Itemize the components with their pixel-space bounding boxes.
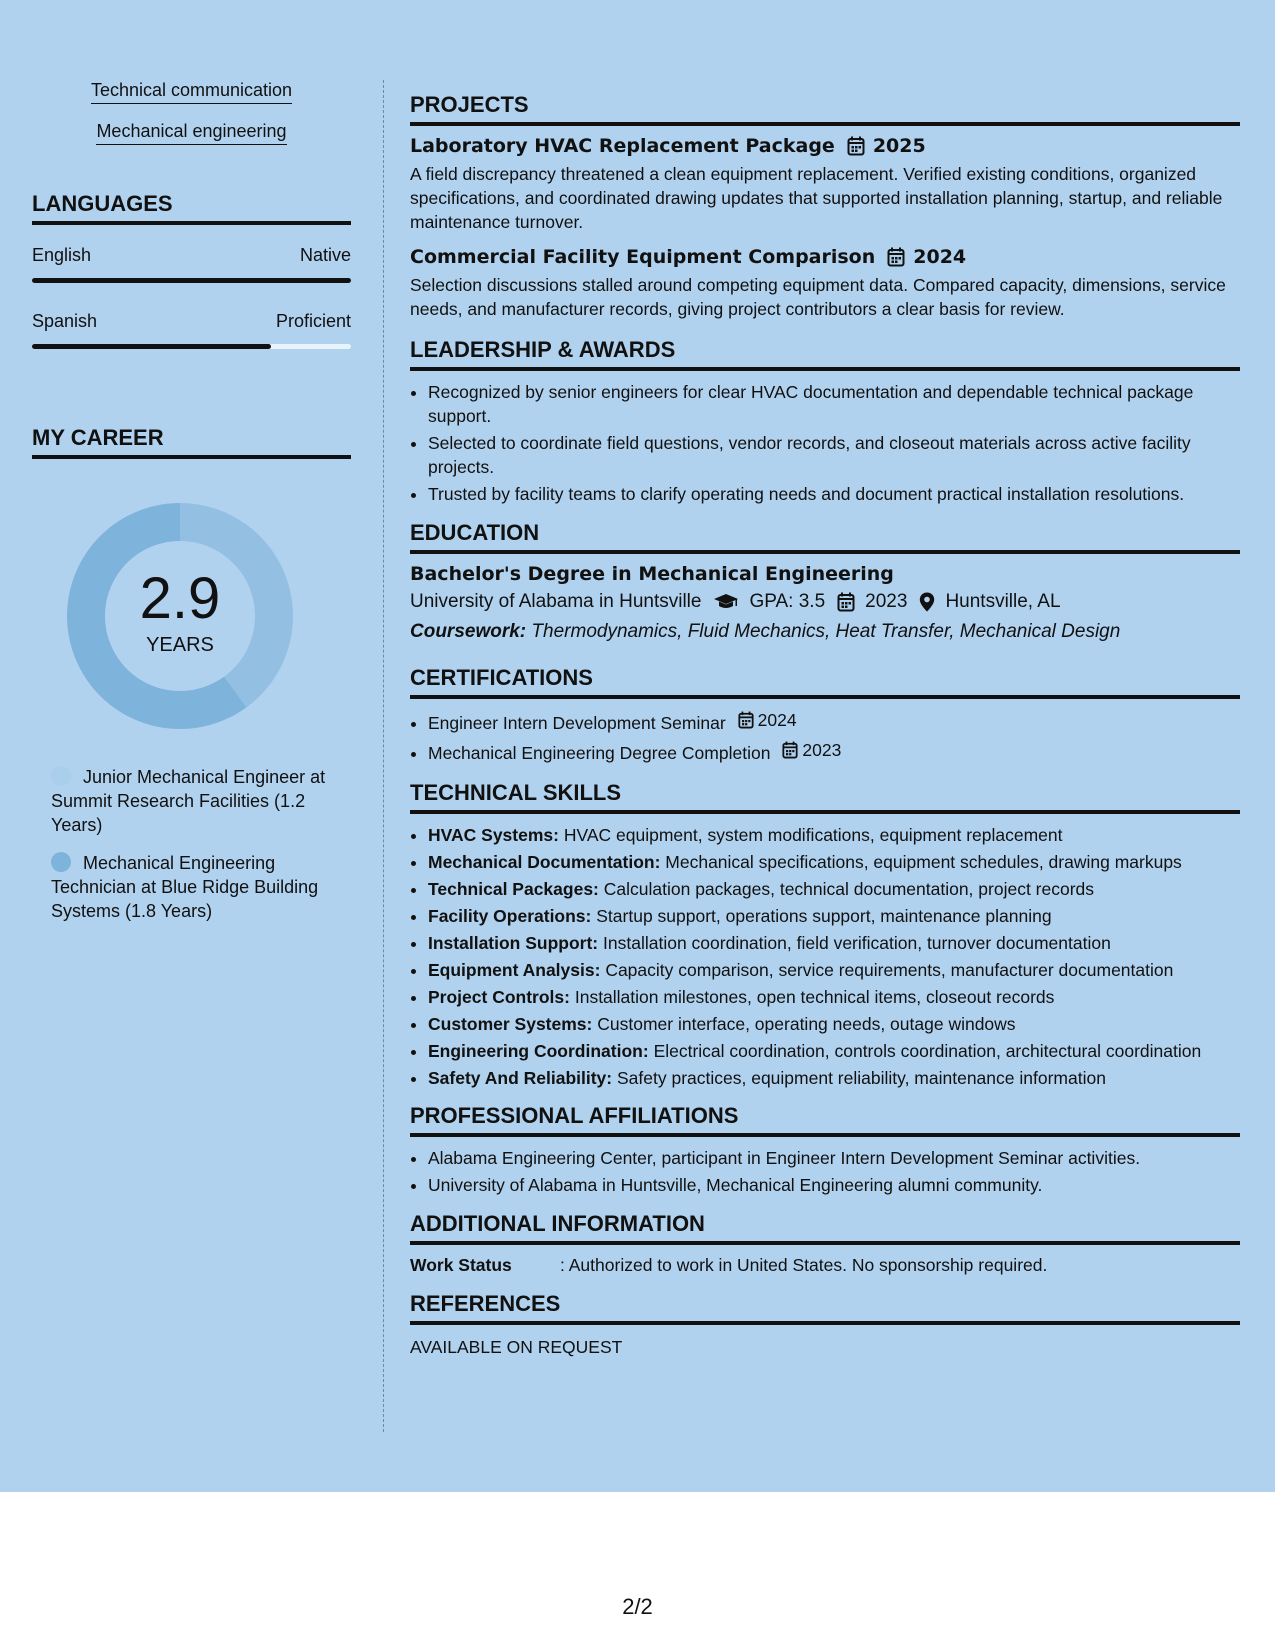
career-label: Junior Mechanical Engineer at Summit Research Facilities (1.2 Years) [51, 767, 326, 835]
skill-text: Safety practices, equipment reliability, maintenance information [616, 1068, 1106, 1088]
page-number: 2/2 [622, 1594, 653, 1619]
language-item [32, 245, 351, 283]
list-item: • Recognized by senior engineers for clear HVAC documentation and dependable technical package support. [428, 380, 1240, 428]
calendar-icon [887, 247, 905, 267]
graduation-year: 2023 [865, 591, 908, 612]
career-title: MY CAREER [32, 425, 351, 459]
cert-name: Mechanical Engineering Degree Completion [428, 743, 771, 763]
skill-label: Safety And Reliability: [428, 1068, 613, 1088]
coursework-list: Thermodynamics, Fluid Mechanics, Heat Transfer, Mechanical Design [531, 621, 1121, 642]
language-level: Proficient [275, 311, 351, 331]
references-title: REFERENCES [410, 1291, 1240, 1325]
left-column [32, 80, 351, 923]
additional-info-title: ADDITIONAL INFORMATION [410, 1211, 1240, 1245]
leadership-title: LEADERSHIP & AWARDS [410, 337, 1240, 371]
skill-item [428, 1039, 1240, 1063]
skill-text: Mechanical specifications, equipment schedules, drawing markups [665, 852, 1182, 872]
career-donut [65, 501, 295, 731]
skill-text: Electrical coordination, controls coordination, architectural coordination [653, 1041, 1202, 1061]
skill-item [428, 931, 1240, 955]
leadership-list [410, 380, 1240, 506]
cert-year: 2024 [757, 710, 797, 730]
skill-label: Mechanical Documentation: [428, 852, 661, 872]
languages-title: LANGUAGES [32, 191, 351, 225]
column-divider [383, 80, 384, 1432]
list-item [428, 708, 1240, 735]
education-title: EDUCATION [410, 520, 1240, 554]
work-status-text: : Authorized to work in United States. No sponsorship required. [560, 1255, 1048, 1275]
list-item: • University of Alabama in Huntsville, Mechanical Engineering alumni community. [428, 1173, 1240, 1197]
skill-text: Calculation packages, technical documentation, project records [603, 879, 1095, 899]
skill-label: Project Controls: [428, 987, 570, 1007]
language-item [32, 311, 351, 349]
project-year: 2024 [913, 246, 967, 268]
skill-text: Customer interface, operating needs, outage windows [597, 1014, 1016, 1034]
projects-title: PROJECTS [410, 92, 1240, 126]
career-unit: YEARS [146, 633, 214, 656]
graduation-cap-icon [713, 593, 739, 611]
skill-text: Installation milestones, open technical items, closeout records [574, 987, 1055, 1007]
skills-title: TECHNICAL SKILLS [410, 780, 1240, 814]
project-name: Laboratory HVAC Replacement Package [410, 135, 835, 157]
project-item [410, 135, 1240, 234]
skill-label: Installation Support: [428, 933, 599, 953]
language-name: Spanish [32, 311, 98, 331]
project-item [410, 246, 1240, 321]
work-status-label: Work Status [410, 1255, 512, 1275]
cert-year: 2023 [802, 740, 842, 760]
school-name: University of Alabama in Huntsville [410, 591, 702, 612]
legend-dot [51, 852, 71, 872]
affiliations-list [410, 1146, 1240, 1197]
skill-label: Technical Packages: [428, 879, 599, 899]
right-column [410, 92, 1240, 1359]
skill-label: Customer Systems: [428, 1014, 593, 1034]
legend-dot [51, 766, 71, 786]
certifications-list [410, 708, 1240, 765]
skill-tag: Technical communication [91, 80, 292, 104]
cert-name: Engineer Intern Development Seminar [428, 713, 726, 733]
skill-text: Capacity comparison, service requirements, manufacturer documentation [605, 960, 1174, 980]
skill-text: Installation coordination, field verification, turnover documentation [603, 933, 1111, 953]
calendar-icon [782, 741, 798, 759]
certifications-title: CERTIFICATIONS [410, 665, 1240, 699]
list-item: • Selected to coordinate field questions, vendor records, and closeout materials across active facility projects. [428, 431, 1240, 479]
career-legend-item [32, 851, 351, 923]
skill-item [428, 985, 1240, 1009]
skill-item [428, 1066, 1240, 1090]
calendar-icon [837, 592, 855, 612]
skill-item [428, 877, 1240, 901]
language-level: Native [299, 245, 351, 265]
skill-label: Engineering Coordination: [428, 1041, 649, 1061]
coursework [410, 621, 1240, 643]
education-item [410, 563, 1240, 643]
work-status [410, 1253, 1240, 1277]
skill-item [428, 958, 1240, 982]
project-year: 2025 [872, 135, 926, 157]
skill-item [428, 1012, 1240, 1036]
calendar-icon [847, 136, 865, 156]
language-bar-fill [32, 344, 271, 349]
career-total: 2.9 [139, 565, 221, 631]
education-location: Huntsville, AL [945, 591, 1061, 612]
references-text: AVAILABLE ON REQUEST [410, 1337, 623, 1357]
language-bar [32, 344, 351, 349]
career-label: Mechanical Engineering Technician at Blue Ridge Building Systems (1.8 Years) [51, 853, 319, 921]
language-bar-fill [32, 278, 351, 283]
affiliations-title: PROFESSIONAL AFFILIATIONS [410, 1103, 1240, 1137]
list-item: • Trusted by facility teams to clarify operating needs and document practical installation resolutions. [428, 482, 1240, 506]
skills-list [410, 823, 1240, 1090]
language-bar [32, 278, 351, 283]
skill-item [428, 850, 1240, 874]
skill-item [428, 823, 1240, 847]
list-item [428, 738, 1240, 765]
degree-name: Bachelor's Degree in Mechanical Engineering [410, 563, 894, 585]
skill-tag: Mechanical engineering [96, 121, 286, 145]
location-pin-icon [919, 592, 935, 612]
project-description: Selection discussions stalled around competing equipment data. Compared capacity, dimensions, service needs, and manufacturer records, giving project contributors a clear basis for review. [410, 275, 1226, 319]
calendar-icon [738, 711, 754, 729]
project-name: Commercial Facility Equipment Comparison [410, 246, 876, 268]
skill-label: HVAC Systems: [428, 825, 559, 845]
skill-text: Startup support, operations support, maintenance planning [596, 906, 1052, 926]
skill-text: HVAC equipment, system modifications, equipment replacement [563, 825, 1063, 845]
career-legend-item [32, 765, 351, 837]
skill-label: Equipment Analysis: [428, 960, 601, 980]
language-name: English [32, 245, 92, 265]
list-item: • Alabama Engineering Center, participant in Engineer Intern Development Seminar activities. [428, 1146, 1240, 1170]
skill-item [428, 904, 1240, 928]
gpa: GPA: 3.5 [749, 591, 826, 612]
project-description: A field discrepancy threatened a clean equipment replacement. Verified existing conditions, organized specifications, and coordinated drawing updates that supported installation planning, startup, and reliable maintenance turnover. [410, 164, 1223, 232]
skill-label: Facility Operations: [428, 906, 592, 926]
coursework-label: Coursework: [410, 621, 527, 642]
